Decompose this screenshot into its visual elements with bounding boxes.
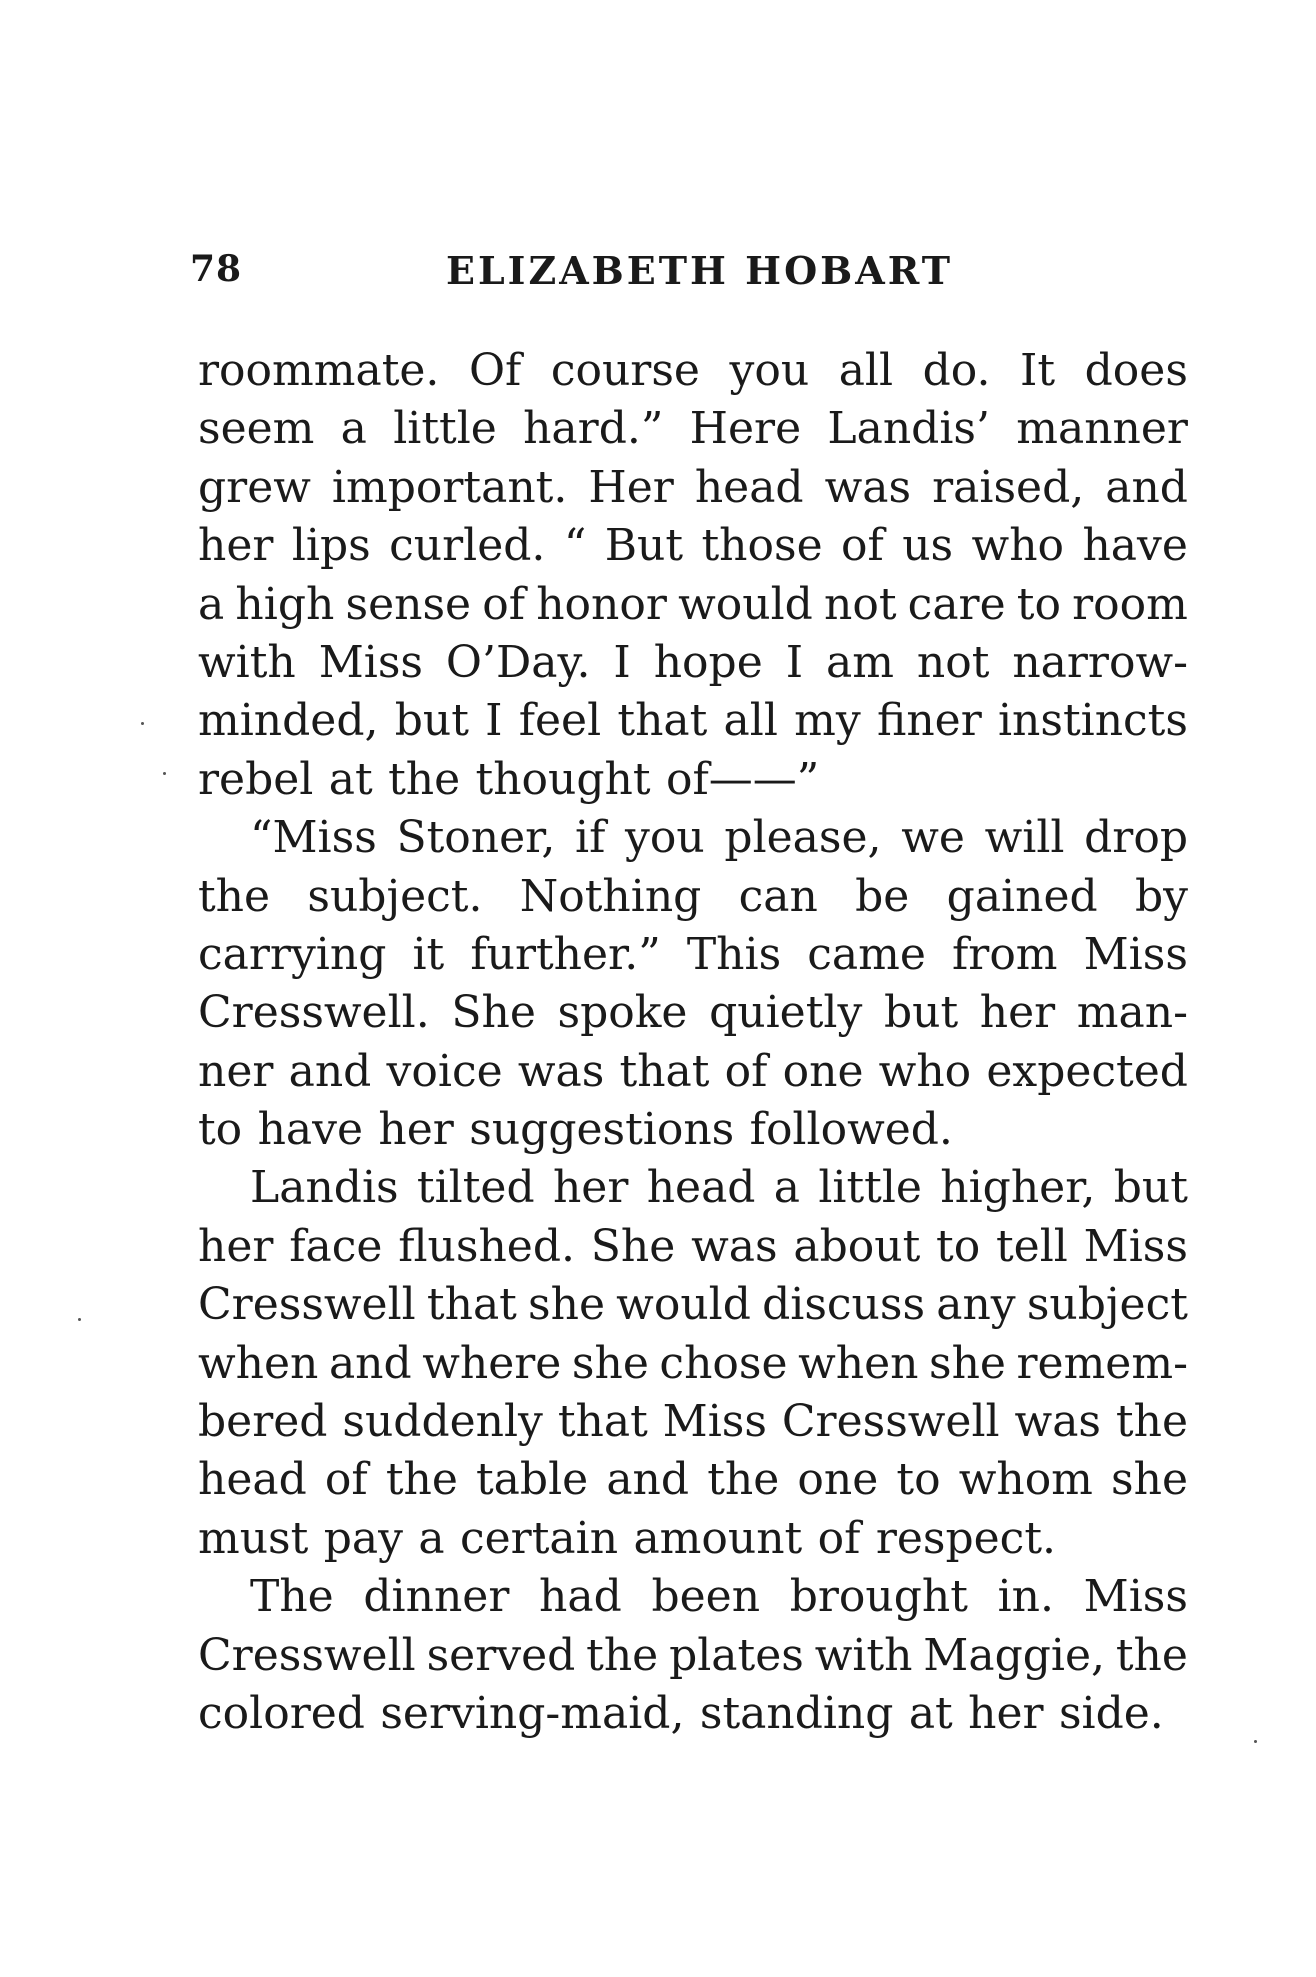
text-line: her face flushed. She was about to tell Miss — [198, 1220, 1188, 1272]
text-line: Cresswell. She spoke quietly but her man- — [198, 987, 1188, 1039]
text-line: rebel at the thought of——” — [198, 753, 820, 805]
text-line: a high sense of honor would not care to room — [198, 578, 1188, 630]
paragraph — [198, 342, 1188, 809]
text-line: ner and voice was that of one who expected — [198, 1045, 1188, 1097]
print-speck — [141, 722, 144, 725]
running-head — [190, 248, 1190, 298]
text-line: must pay a certain amount of respect. — [198, 1512, 1056, 1564]
text-line: Cresswell that she would discuss any subject — [198, 1279, 1188, 1331]
text-line: when and where she chose when she remem- — [198, 1337, 1188, 1389]
text-line: her lips curled. “ But those of us who have — [198, 520, 1188, 572]
text-line: with Miss O’Day. I hope I am not narrow- — [198, 636, 1188, 688]
text-line: seem a little hard.” Here Landis’ manner — [198, 403, 1188, 455]
text-line: “Miss Stoner, if you please, we will drop — [250, 812, 1188, 864]
page-number: 78 — [190, 248, 243, 290]
text-line: The dinner had been brought in. Miss — [250, 1571, 1188, 1623]
print-speck — [1254, 1740, 1257, 1743]
text-line: to have her suggestions followed. — [198, 1104, 953, 1156]
print-speck — [78, 1318, 81, 1321]
text-line: Cresswell served the plates with Maggie, the — [198, 1629, 1188, 1681]
text-line: the subject. Nothing can be gained by — [198, 870, 1188, 922]
text-line: head of the table and the one to whom she — [198, 1454, 1188, 1506]
text-line: roommate. Of course you all do. It does — [198, 345, 1188, 396]
text-line: colored serving-maid, standing at her side. — [198, 1687, 1164, 1739]
paragraph — [198, 1159, 1188, 1568]
text-line: minded, but I feel that all my finer instincts — [198, 695, 1188, 747]
print-speck — [163, 772, 166, 775]
paragraph — [198, 809, 1188, 1159]
text-line: Landis tilted her head a little higher, but — [250, 1162, 1188, 1214]
text-line: bered suddenly that Miss Cresswell was the — [198, 1396, 1188, 1448]
body-text — [198, 342, 1188, 1743]
paragraph — [198, 1568, 1188, 1743]
running-title: ELIZABETH HOBART — [446, 248, 953, 293]
text-line: carrying it further.” This came from Miss — [198, 928, 1188, 980]
text-line: grew important. Her head was raised, and — [198, 461, 1188, 513]
